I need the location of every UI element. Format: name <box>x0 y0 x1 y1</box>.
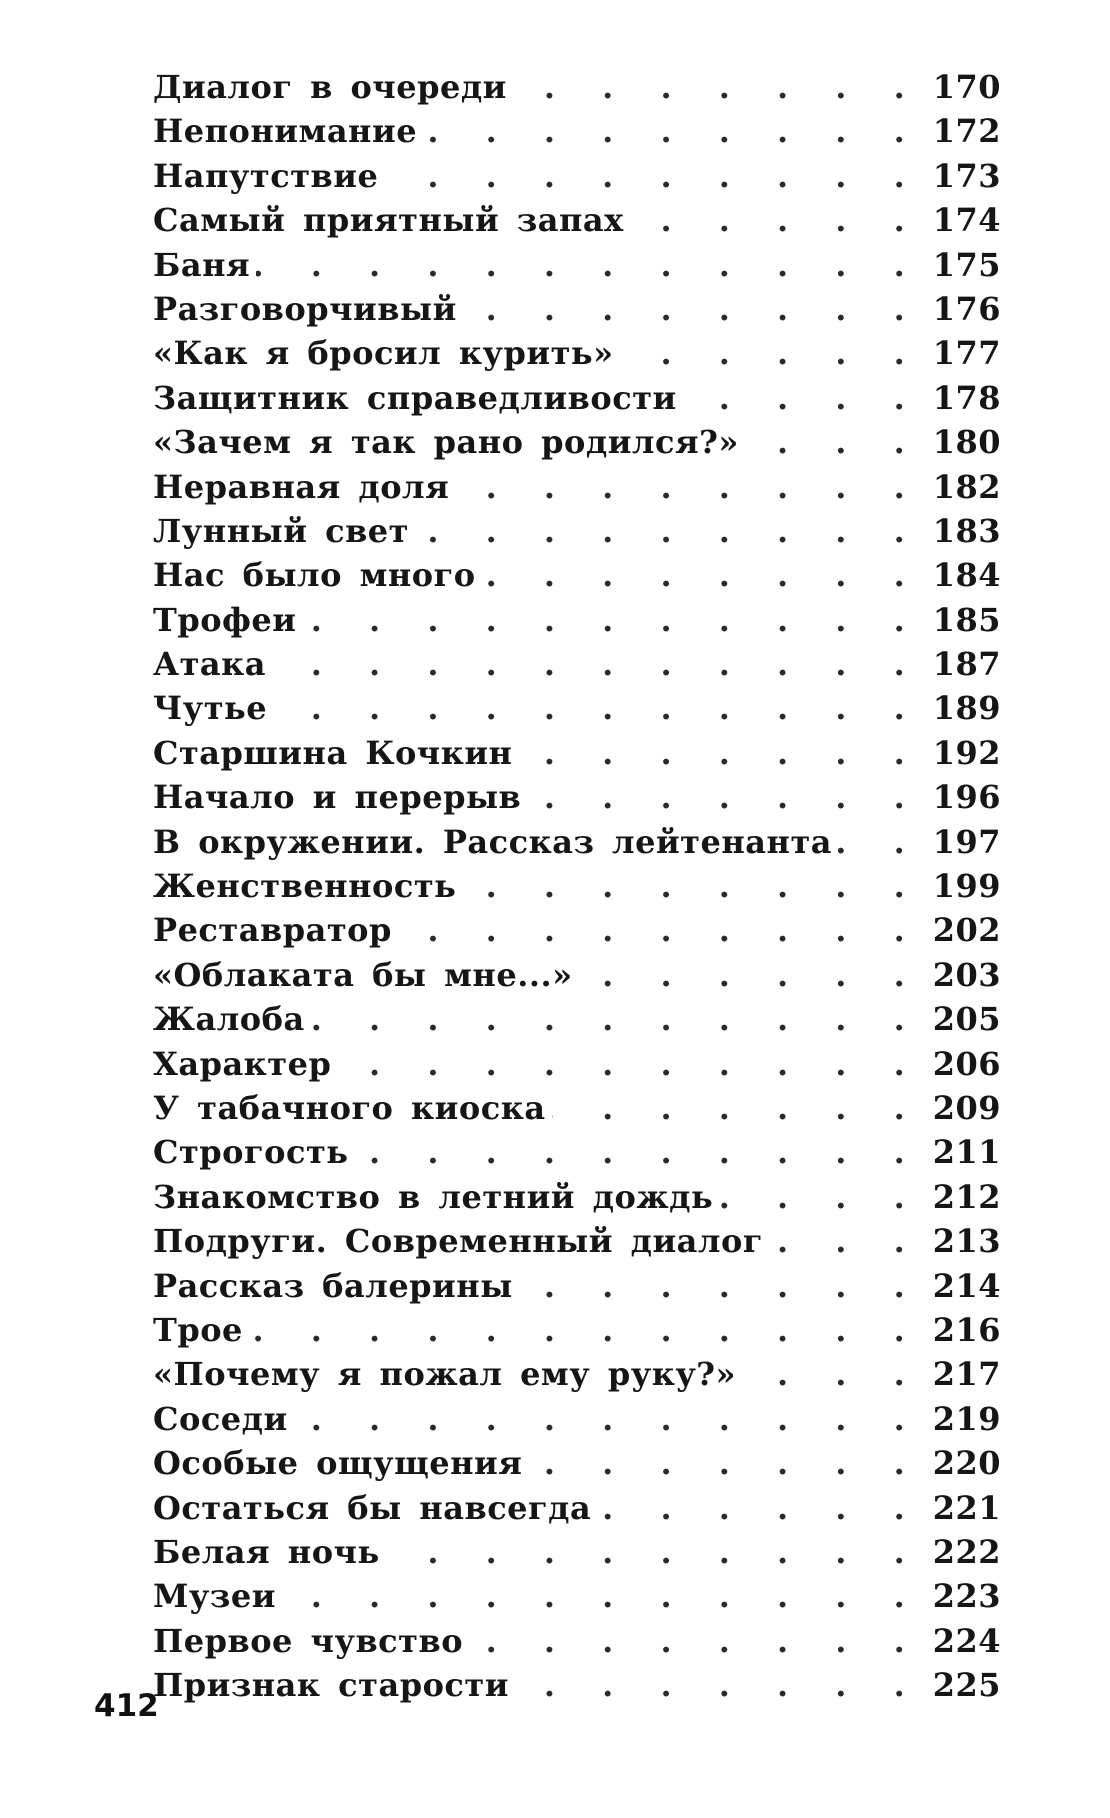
toc-dot-leader <box>463 290 923 328</box>
toc-entry <box>153 334 1001 378</box>
toc-entry <box>153 911 1001 955</box>
toc-entry <box>153 1133 1001 1177</box>
toc-entry-title: Трофеи <box>153 600 297 639</box>
toc-entry <box>153 1222 1001 1266</box>
toc-dot-leader <box>519 1267 923 1305</box>
toc-entry-title: Защитник справедливости <box>153 378 677 417</box>
toc-dot-leader <box>386 1533 923 1571</box>
toc-entry-title: Нас было много <box>153 556 476 595</box>
toc-entry-title: Баня <box>153 245 251 284</box>
toc-entry-title: Рассказ балерины <box>153 1266 513 1305</box>
toc-entry <box>153 1622 1001 1666</box>
toc-entry-page: 224 <box>932 1621 1001 1660</box>
toc-entry-page: 196 <box>932 778 1001 817</box>
toc-entry-page: 175 <box>932 245 1001 284</box>
toc-entry <box>153 1267 1001 1311</box>
toc-entry <box>153 734 1001 778</box>
table-of-contents <box>153 68 1001 1710</box>
toc-entry <box>153 1400 1001 1444</box>
toc-entry <box>153 823 1001 867</box>
toc-entry-page: 197 <box>932 822 1001 861</box>
toc-entry-title: Первое чувство <box>153 1621 464 1660</box>
toc-dot-leader <box>249 1311 923 1349</box>
toc-dot-leader <box>455 468 922 506</box>
toc-entry <box>153 1178 1001 1222</box>
toc-entry <box>153 1000 1001 1044</box>
toc-dot-leader <box>769 1222 923 1260</box>
toc-entry-title: Признак старости <box>153 1666 509 1705</box>
toc-entry-page: 189 <box>932 689 1001 728</box>
toc-entry <box>153 112 1001 156</box>
toc-dot-leader <box>311 1000 923 1038</box>
toc-entry <box>153 1533 1001 1577</box>
toc-entry-page: 178 <box>932 378 1001 417</box>
toc-entry-page: 184 <box>932 556 1001 595</box>
toc-dot-leader <box>528 1444 922 1482</box>
toc-dot-leader <box>597 1489 923 1527</box>
toc-entry-page: 183 <box>932 511 1001 550</box>
page-number: 412 <box>94 1688 159 1724</box>
toc-entry <box>153 1045 1001 1089</box>
toc-entry-page: 205 <box>932 1000 1001 1039</box>
toc-entry <box>153 778 1001 822</box>
toc-entry-page: 173 <box>932 156 1001 195</box>
toc-entry-title: Музеи <box>153 1577 276 1616</box>
toc-dot-leader <box>620 334 923 372</box>
toc-entry-title: «Облаката бы мне...» <box>153 955 573 994</box>
toc-entry-title: «Зачем я так рано родился?» <box>153 423 739 462</box>
toc-entry-page: 185 <box>932 600 1001 639</box>
toc-entry-page: 220 <box>932 1444 1001 1483</box>
toc-entry <box>153 423 1001 467</box>
toc-entry-title: «Как я бросил курить» <box>153 334 614 373</box>
toc-entry <box>153 1355 1001 1399</box>
toc-entry <box>153 601 1001 645</box>
toc-entry <box>153 290 1001 334</box>
toc-entry-title: В окружении. Рассказ лейтенанта <box>153 822 832 861</box>
toc-dot-leader <box>482 556 923 594</box>
toc-dot-leader <box>302 601 922 639</box>
toc-entry <box>153 645 1001 689</box>
toc-entry-page: 209 <box>932 1088 1001 1127</box>
toc-entry-page: 203 <box>932 955 1001 994</box>
toc-entry-title: Старшина Кочкин <box>153 733 513 772</box>
toc-entry-page: 214 <box>932 1266 1001 1305</box>
toc-dot-leader <box>527 778 922 816</box>
toc-entry-title: Непонимание <box>153 112 418 151</box>
toc-dot-leader <box>742 1355 923 1393</box>
toc-entry <box>153 1489 1001 1533</box>
toc-entry-page: 221 <box>932 1488 1001 1527</box>
toc-entry-title: Разговорчивый <box>153 289 457 328</box>
toc-entry-title: Женственность <box>153 867 457 906</box>
toc-entry-title: Строгость <box>153 1133 349 1172</box>
toc-entry <box>153 201 1001 245</box>
toc-dot-leader <box>462 867 922 905</box>
toc-entry-title: Знакомство в летний дождь <box>153 1177 714 1216</box>
toc-entry-title: «Почему я пожал ему руку?» <box>153 1355 737 1394</box>
toc-dot-leader <box>745 423 923 461</box>
toc-dot-leader <box>355 1133 923 1171</box>
toc-dot-leader <box>282 1577 923 1615</box>
toc-entry-title: Самый приятный запах <box>153 201 624 240</box>
toc-dot-leader <box>630 201 923 239</box>
toc-dot-leader <box>384 157 922 195</box>
toc-entry <box>153 379 1001 423</box>
toc-entry <box>153 468 1001 512</box>
toc-entry-page: 182 <box>932 467 1001 506</box>
toc-dot-leader <box>683 379 923 417</box>
toc-entry-title: Остаться бы навсегда <box>153 1488 592 1527</box>
toc-entry-title: Особые ощущения <box>153 1444 523 1483</box>
toc-entry-title: Неравная доля <box>153 467 450 506</box>
toc-entry-title: Диалог в очереди <box>153 68 507 106</box>
toc-entry <box>153 1666 1001 1710</box>
toc-entry-page: 202 <box>932 911 1001 950</box>
toc-entry <box>153 956 1001 1000</box>
toc-entry-page: 177 <box>932 334 1001 373</box>
toc-dot-leader <box>579 956 923 994</box>
toc-entry-page: 225 <box>932 1666 1001 1705</box>
toc-dot-leader <box>398 911 923 949</box>
toc-dot-leader <box>515 1666 923 1704</box>
toc-dot-leader <box>513 68 923 106</box>
toc-dot-leader <box>469 1622 923 1660</box>
toc-entry-page: 170 <box>932 68 1001 106</box>
toc-entry-page: 176 <box>932 289 1001 328</box>
toc-dot-leader <box>337 1045 922 1083</box>
toc-entry <box>153 1089 1001 1133</box>
toc-entry-page: 187 <box>932 645 1001 684</box>
toc-entry <box>153 689 1001 733</box>
toc-entry <box>153 1444 1001 1488</box>
toc-entry-page: 199 <box>932 867 1001 906</box>
toc-entry-page: 213 <box>932 1222 1001 1261</box>
toc-entry-page: 219 <box>932 1399 1001 1438</box>
toc-entry <box>153 1577 1001 1621</box>
toc-entry-title: Жалоба <box>153 1000 305 1039</box>
toc-dot-leader <box>423 112 923 150</box>
toc-dot-leader <box>552 1089 923 1127</box>
toc-entry <box>153 157 1001 201</box>
toc-entry-page: 172 <box>932 112 1001 151</box>
toc-entry-title: У табачного киоска <box>153 1088 546 1127</box>
toc-entry-page: 211 <box>932 1133 1001 1172</box>
toc-entry-page: 216 <box>932 1310 1001 1349</box>
toc-entry-title: Соседи <box>153 1399 288 1438</box>
toc-entry <box>153 512 1001 556</box>
toc-dot-leader <box>415 512 923 550</box>
toc-entry-page: 217 <box>932 1355 1001 1394</box>
toc-entry-title: Чутье <box>153 689 268 728</box>
toc-entry-title: Лунный свет <box>153 511 409 550</box>
toc-dot-leader <box>719 1178 923 1216</box>
toc-entry <box>153 1311 1001 1355</box>
toc-dot-leader <box>272 645 923 683</box>
toc-dot-leader <box>518 734 922 772</box>
toc-entry-page: 206 <box>932 1044 1001 1083</box>
toc-entry-title: Подруги. Современный диалог <box>153 1222 763 1261</box>
toc-entry-page: 222 <box>932 1532 1001 1571</box>
toc-entry <box>153 68 1001 112</box>
toc-entry-page: 174 <box>932 201 1001 240</box>
toc-dot-leader <box>838 823 923 861</box>
toc-entry-page: 212 <box>932 1177 1001 1216</box>
toc-dot-leader <box>273 689 923 727</box>
toc-entry <box>153 867 1001 911</box>
toc-entry <box>153 246 1001 290</box>
toc-entry-page: 223 <box>932 1577 1001 1616</box>
toc-entry-title: Напутствие <box>153 156 379 195</box>
toc-dot-leader <box>294 1400 923 1438</box>
toc-entry-title: Характер <box>153 1044 332 1083</box>
toc-entry-title: Начало и перерыв <box>153 778 522 817</box>
toc-entry-title: Атака <box>153 645 266 684</box>
toc-entry-page: 180 <box>932 423 1001 462</box>
toc-entry-title: Трое <box>153 1310 243 1349</box>
toc-dot-leader <box>256 246 923 284</box>
toc-entry-title: Реставратор <box>153 911 392 950</box>
toc-entry-page: 192 <box>932 733 1001 772</box>
toc-entry <box>153 556 1001 600</box>
toc-entry-title: Белая ночь <box>153 1532 380 1571</box>
